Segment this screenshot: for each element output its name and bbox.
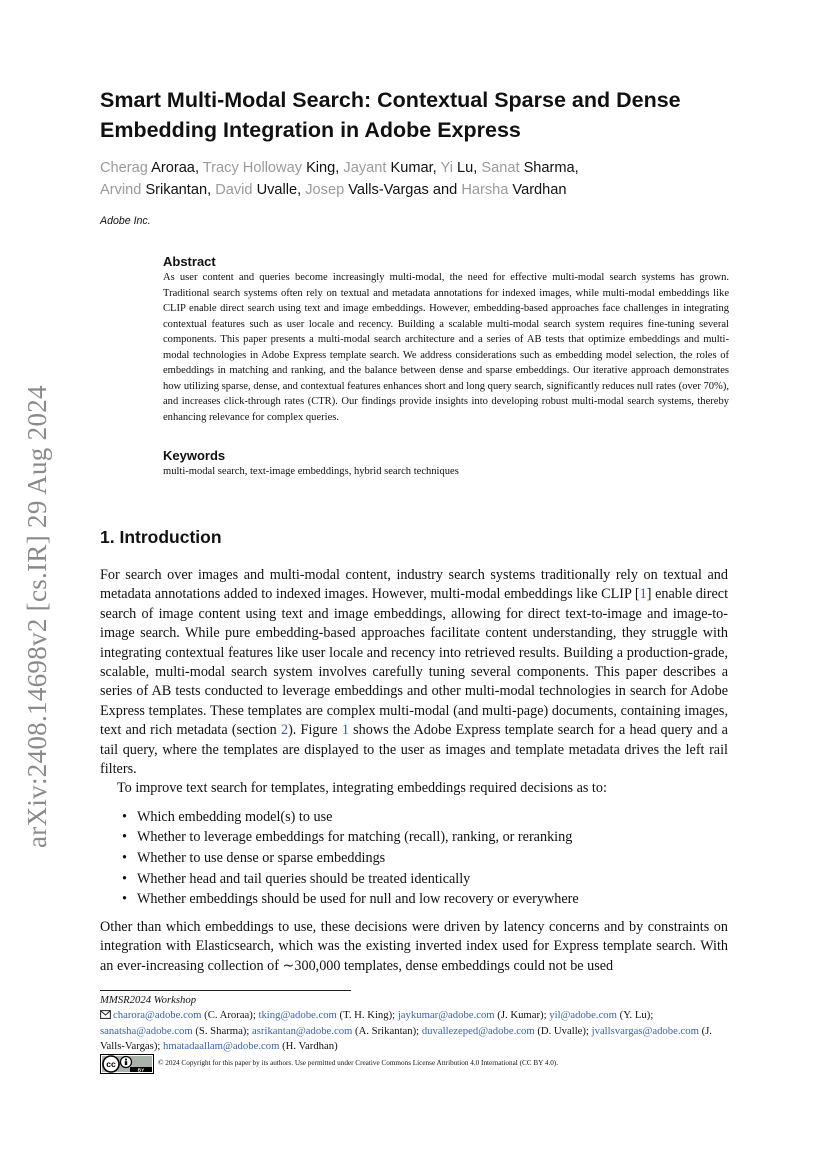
- cc-badge-label: cc: [106, 1059, 116, 1069]
- text-run: ). Figure: [288, 722, 342, 739]
- author-given-name: Yi: [440, 160, 453, 176]
- author-given-name: Tracy Holloway: [202, 160, 303, 176]
- introduction-body: [100, 566, 728, 976]
- author-family-name: Kumar: [390, 160, 433, 176]
- author-family-name: King: [306, 160, 336, 176]
- license-block: [100, 1054, 740, 1076]
- author-given-name: David: [215, 182, 253, 198]
- list-item: • Whether to use dense or sparse embeddings: [122, 848, 728, 869]
- list-item: • Whether to leverage embeddings for matching (recall), ranking, or reranking: [122, 827, 728, 848]
- list-item: • Which embedding model(s) to use: [122, 807, 728, 828]
- author-given-name: Arvind: [100, 182, 142, 198]
- figure-ref-link[interactable]: 1: [341, 722, 349, 739]
- keywords-section: [163, 448, 729, 479]
- email-link[interactable]: sanatsha@adobe.com: [100, 1024, 193, 1037]
- section-heading-introduction: 1. Introduction: [100, 527, 222, 547]
- cc-by-license-icon: [100, 1054, 154, 1074]
- email-link[interactable]: hmatadaallam@adobe.com: [163, 1040, 280, 1053]
- email-owner: (J. Kumar);: [497, 1009, 547, 1022]
- email-link[interactable]: tking@adobe.com: [258, 1009, 337, 1022]
- author-family-name: Aroraa: [151, 160, 195, 176]
- author-family-name: Valls-Vargas: [348, 182, 429, 198]
- citation-link[interactable]: 1: [639, 586, 647, 603]
- footnote: [100, 993, 730, 1055]
- email-link[interactable]: charora@adobe.com: [113, 1009, 202, 1022]
- author-given-name: Jayant: [343, 160, 387, 176]
- email-owner: (J. Valls-Vargas);: [100, 1024, 712, 1053]
- author: [481, 160, 574, 176]
- author-list: Cherag Aroraa, Tracy Holloway King, Jayant Kumar, Yi Lu, Sanat Sharma, Arvind Srikantan, David Uvalle, Josep Valls-Vargas and Harsha Vardhan: [100, 160, 579, 198]
- section-ref-link[interactable]: 2: [280, 722, 289, 739]
- author-family-name: Vardhan: [512, 182, 567, 198]
- author: [100, 160, 195, 176]
- email-owner: (Y. Lu);: [619, 1009, 654, 1022]
- author-given-name: Josep: [305, 182, 345, 198]
- footnote-divider: [100, 990, 351, 991]
- paper-title: Smart Multi-Modal Search: Contextual Sparse and Dense Embedding Integration in Adobe Express: [100, 88, 681, 142]
- abstract-text: As user content and queries become increasingly multi-modal, the need for effective multi-modal search systems has grown. Traditional search systems often rely on textual and metadata annotations for indexed images, while multi-modal embeddings like CLIP enable direct search using text and image embeddings. However, embedding-based approaches face challenges in integrating contextual features such as user locale and recency. Building a scalable multi-modal search system requires fine-tuning several components. This paper presents a multi-modal search architecture and a series of AB tests that optimize embeddings and multi-modal technologies in Adobe Express template search. We address considerations such as embedding model selection, the roles of embeddings in matching and ranking, and the balance between dense and sparse embeddings. Our iterative approach demonstrates how utilizing sparse, dense, and contextual features enhances short and long query search, significantly reduces null rates (over 70%), and increases click-through rates (CTR). Our findings provide insights into developing robust multi-modal search systems, thereby enhancing relevance for complex queries.: [163, 272, 729, 423]
- intro-paragraph-3: Other than which embeddings to use, these decisions were driven by latency concerns and by constraints on integration with Elasticsearch, which was the existing inverted index used for Express template search. With an ever-increasing collection of ∼300,000 templates, dense embeddings could not be used: [100, 918, 728, 974]
- author: [100, 182, 207, 198]
- text-run: For search over images and multi-modal content, industry search systems traditionally rely on textual and metadata annotations added to indexed images. However, multi-modal embeddings like CLIP [: [100, 567, 728, 603]
- author-family-name: Sharma: [523, 160, 575, 176]
- author-given-name: Cherag: [100, 160, 148, 176]
- author-given-name: Sanat: [481, 160, 520, 176]
- email-list: [100, 1008, 730, 1054]
- envelope-icon: [100, 1010, 111, 1019]
- author-family-name: Lu: [457, 160, 474, 176]
- email-link[interactable]: jvallsvargas@adobe.com: [591, 1024, 699, 1037]
- author: [461, 182, 566, 198]
- by-badge-label: BY: [137, 1068, 145, 1074]
- affiliation: Adobe Inc.: [100, 215, 151, 227]
- text-run: ] enable direct search of image content using text and image embeddings, allowing for direct text-to-image and image-to-image search. While pure embedding-based approaches facilitate content understanding, they struggle with integrating contextual features like user locale and recency into retrieved results. Building a production-grade, scalable, multi-modal search system involves carefully tuning several components. This paper describes a series of AB tests conducted to leverage embeddings and other multi-modal technologies in search for Adobe Express templates. These templates are complex multi-modal (and multi-page) documents, containing images, text and rich metadata (section: [100, 586, 729, 739]
- author: [441, 160, 474, 176]
- email-owner: (S. Sharma);: [195, 1024, 250, 1037]
- abstract-heading: Abstract: [163, 254, 216, 269]
- email-link[interactable]: asrikantan@adobe.com: [252, 1024, 353, 1037]
- email-owner: (A. Srikantan);: [355, 1024, 420, 1037]
- email-link[interactable]: jaykumar@adobe.com: [397, 1009, 495, 1022]
- author: [215, 182, 297, 198]
- author-family-name: Uvalle: [256, 182, 298, 198]
- keywords-heading: Keywords: [163, 448, 226, 463]
- arxiv-identifier: arXiv:2408.14698v2 [cs.IR] 29 Aug 2024: [22, 385, 52, 848]
- list-item: • Whether head and tail queries should be treated identically: [122, 869, 728, 890]
- email-owner: (T. H. King);: [339, 1009, 396, 1022]
- list-item: • Whether embeddings should be used for null and low recovery or everywhere: [122, 889, 728, 910]
- email-link[interactable]: yil@adobe.com: [549, 1009, 617, 1022]
- author-given-name: Harsha: [461, 182, 509, 198]
- decision-list: [122, 807, 728, 910]
- copyright-notice: © 2024 Copyright for this paper by its authors. Use permitted under Creative Commons License Attribution 4.0 International (CC BY 4.0).: [158, 1059, 559, 1067]
- email-owner: (H. Vardhan): [282, 1040, 338, 1053]
- workshop-name: MMSR2024 Workshop: [100, 994, 197, 1006]
- text-run: shows the Adobe Express template search for a head query and a tail query, where the templates are displayed to the user as images and template metadata drives the left rail filters.: [100, 722, 728, 778]
- intro-paragraph-2: To improve text search for templates, integrating embeddings required decisions as to:: [117, 780, 607, 797]
- email-owner: (C. Aroraa);: [204, 1009, 256, 1022]
- abstract-section: [163, 254, 729, 425]
- author: [305, 182, 429, 198]
- keywords-text: multi-modal search, text-image embeddings, hybrid search techniques: [163, 466, 459, 477]
- author-family-name: Srikantan: [145, 182, 208, 198]
- author: [203, 160, 336, 176]
- email-link[interactable]: duvallezeped@adobe.com: [421, 1024, 535, 1037]
- email-owner: (D. Uvalle);: [537, 1024, 589, 1037]
- author: [343, 160, 432, 176]
- intro-paragraph-1: [100, 566, 728, 779]
